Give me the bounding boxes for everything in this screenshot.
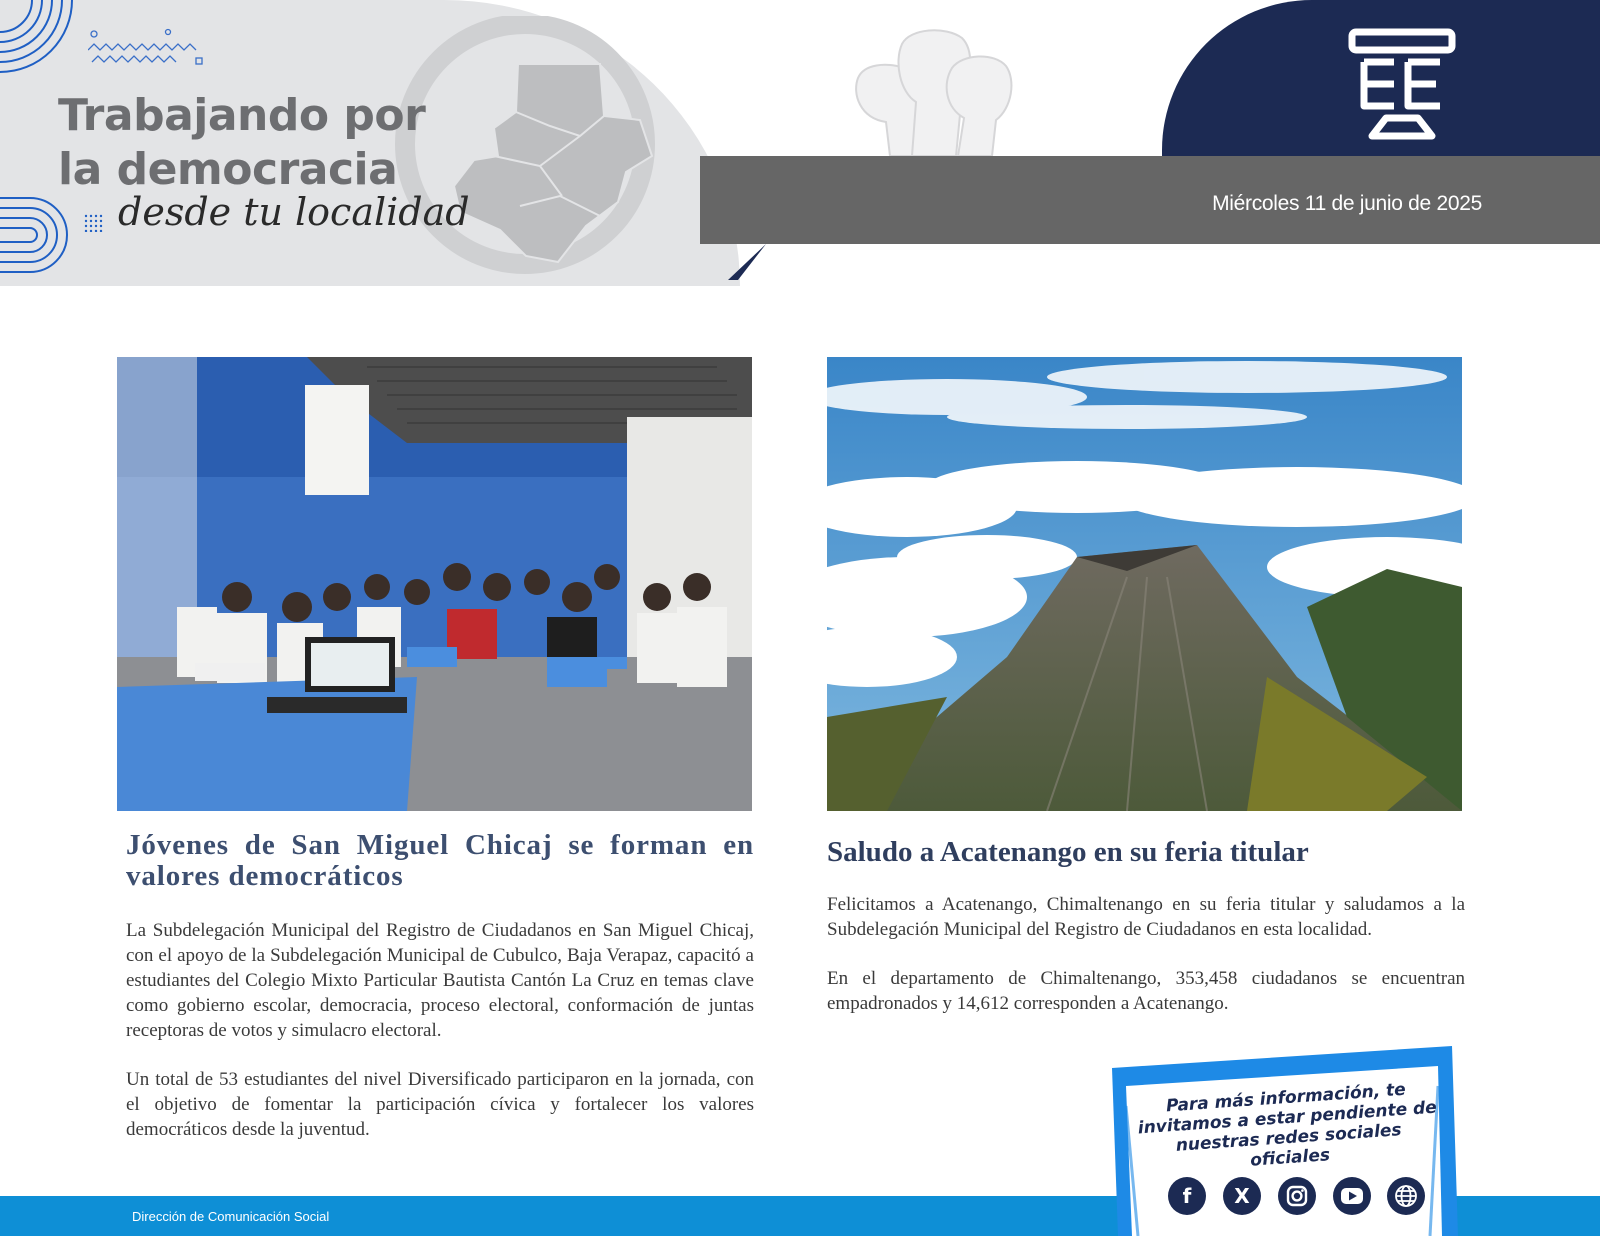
article2-paragraph: Felicitamos a Acatenango, Chimaltenango en su feria titular y saludamos a la Subdelegación Municipal del Registro de Ciudadanos en esta localidad. — [827, 894, 1465, 940]
decorative-arcs-bottom — [0, 196, 72, 274]
article2-paragraph: En el departamento de Chimaltenango, 353,458 ciudadanos se encuentran empadronados y 14,612 corresponden a Acatenango. — [827, 968, 1465, 1014]
raised-fists-illustration — [846, 22, 1026, 156]
x-icon[interactable]: X — [1223, 1177, 1261, 1215]
classroom-photo — [117, 357, 752, 811]
header-title-line2: la democracia — [58, 144, 398, 195]
footer-text: Dirección de Comunicación Social — [132, 1209, 330, 1224]
article2-body — [827, 892, 1465, 1040]
instagram-icon[interactable] — [1278, 1177, 1316, 1215]
issue-date: Miércoles 11 de junio de 2025 — [1212, 192, 1482, 215]
tse-logo — [1346, 26, 1460, 142]
article2-headline: Saludo a Acatenango en su feria titular — [827, 836, 1309, 868]
header-title-line1: Trabajando por — [58, 90, 426, 141]
decorative-arcs-top — [0, 0, 80, 80]
web-icon[interactable] — [1387, 1177, 1425, 1215]
zigzag-decoration — [88, 28, 218, 72]
article1-headline: Jóvenes de San Miguel Chicaj se forman en valores democráticos — [126, 829, 754, 892]
article1-paragraph: La Subdelegación Municipal del Registro de Ciudadanos en San Miguel Chicaj, con el apoyo de la Subdelegación Municipal de Cubulco, Baja Verapaz, capacitó a estudiantes del Colegio Mixto Particular Bautista Cantón La Cruz en temas clave como gobierno escolar, democracia, proceso electoral, conformación de juntas receptoras de votos y simulacro electoral. — [126, 920, 754, 1041]
header-title-script: desde tu localidad — [118, 190, 470, 234]
article1-body — [126, 918, 754, 1166]
social-message: Para más información, te invitamos a estar pendiente de nuestras redes sociales oficiales — [1137, 1079, 1438, 1171]
guatemala-map-emblem — [390, 16, 660, 286]
volcano-photo — [827, 357, 1462, 811]
article1-paragraph: Un total de 53 estudiantes del nivel Diversificado participaron en la jornada, con el objetivo de fomentar la participación cívica y fortalecer los valores democráticos desde la juventud. — [126, 1069, 754, 1140]
triangle-accent — [728, 244, 768, 284]
youtube-icon[interactable] — [1333, 1177, 1371, 1215]
dot-grid-decoration — [84, 214, 104, 232]
facebook-icon[interactable]: f — [1168, 1177, 1206, 1215]
